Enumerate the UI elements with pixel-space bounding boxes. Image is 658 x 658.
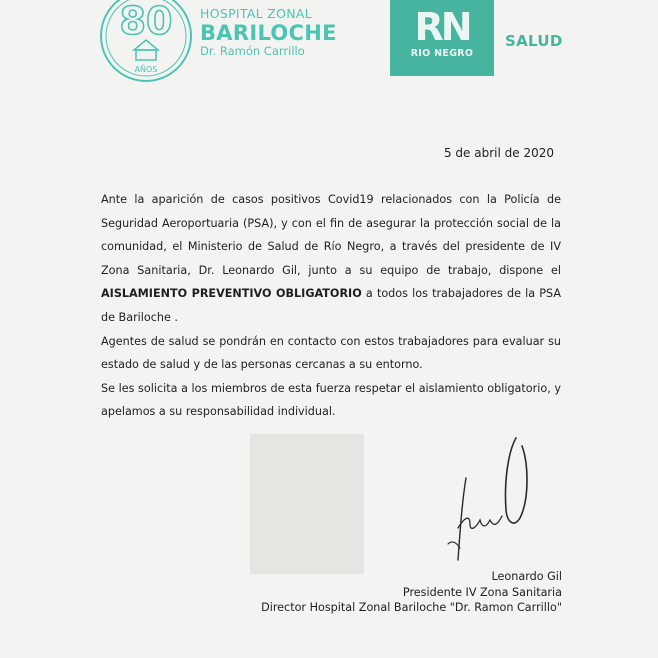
letter-body [101, 188, 561, 424]
paragraph-1-bold: AISLAMIENTO PREVENTIVO OBLIGATORIO [101, 287, 362, 301]
signature-block [261, 569, 562, 616]
logo-years: AÑOS [134, 65, 158, 74]
hospital-name-line3: Dr. Ramón Carrillo [200, 43, 305, 58]
hospital-80-years-logo [98, 0, 194, 84]
signer-role-2: Director Hospital Zonal Bariloche "Dr. Ramon Carrillo" [261, 601, 562, 614]
signer-name: Leonardo Gil [491, 570, 562, 583]
rio-negro-logo [390, 0, 494, 76]
paragraph-3: Se les solicita a los miembros de esta fuerza respetar el aislamiento obligatorio, y apelamos a su responsabilidad individual. [101, 381, 561, 419]
rio-negro-name: RIO NEGRO [410, 48, 474, 59]
rio-negro-abbr: RN [414, 5, 470, 49]
salud-label: SALUD [505, 32, 563, 50]
paragraph-2: Agentes de salud se pondrán en contacto con estos trabajadores para evaluar su estado de salud y de las personas cercanas a su entorno. [101, 334, 561, 372]
handwritten-signature [440, 432, 550, 582]
hospital-name [200, 8, 337, 57]
letter-date: 5 de abril de 2020 [443, 146, 554, 160]
hospital-name-line2: BARILOCHE [200, 20, 337, 45]
paragraph-1-end: a todos los trabajadores de la PSA de Bariloche . [101, 287, 561, 324]
paragraph-1-text: Ante la aparición de casos positivos Covid19 relacionados con la Policía de Seguridad Aeroportuaria (PSA), y con el fin de asegurar la protección social de la comunidad, el Ministerio de Salud de Río Negro, a través del presidente de IV Zona Sanitaria, Dr. Leonardo Gil, junto a su equipo de trabajo, dispone el [101, 193, 561, 277]
paragraph-1 [101, 188, 561, 330]
signer-role-1: Presidente IV Zona Sanitaria [402, 585, 562, 599]
logo-number: 80 [119, 0, 173, 43]
blurred-stamp-area [250, 434, 364, 574]
hospital-name-line1: HOSPITAL ZONAL [200, 6, 313, 21]
